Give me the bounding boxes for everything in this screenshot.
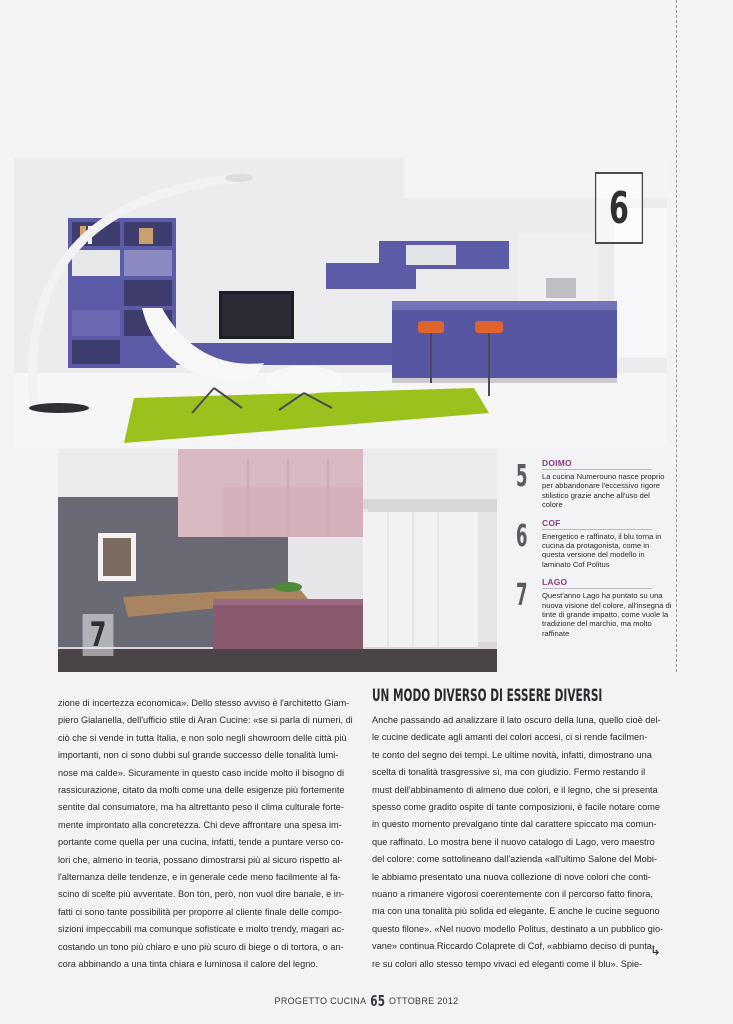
continue-arrow: ↳ [650,943,661,958]
article-line: cora abbinando a una tinta chiara e luminosa il calore del legno. [58,959,318,970]
article-line: questo filone». «Nel nuovo modello Politus, destinato a un pubblico gio- [372,923,664,934]
photo-lago-kitchen [58,449,497,672]
photo-captions [512,458,672,646]
article-line: re su colori allo stesso tempo vivaci ed eleganti come il blu». Spie- [372,958,643,969]
caption-brand: LAGO [542,577,652,589]
caption-number: 7 [516,578,528,614]
magazine-name: PROGETTO CUCINA [274,996,366,1006]
article-line: sizioni impeccabili ma comunque sofisticate e molto trendy, magari ac- [58,924,345,935]
article-line: ciò che si vende in tutta Italia, e non solo negli showroom delle città più [58,732,347,743]
photo-blue-kitchen [14,158,667,446]
issue-date: OTTOBRE 2012 [389,996,459,1006]
article-line: scelta di tonalità trasgressive sì, ma con giudizio. Fermo restando il [372,767,646,778]
article-line: importanti, non ci sono dubbi sul grande successo delle tonalità lumi- [58,750,339,761]
article-line: te conto del segno dei tempi. Le ultime novità, infatti, dimostrano una [372,749,652,760]
page-fold-line [676,0,677,672]
photo-number-7: 7 [83,614,114,656]
article-line: Anche passando ad analizzare il lato oscuro della luna, quello cioè del- [372,715,661,725]
article-right-column [372,712,666,973]
caption-brand: COF [542,518,652,530]
article-line: nuano a rimanere vigorosi coerentemente con il percorso fatto finora, [372,889,653,900]
article-line: l'alternanza delle tendenze, e in generale cede meno facilmente al fa- [58,872,341,883]
article-line: le abbiamo presentato una nuova collezione di nove colori che conti- [372,871,651,882]
article-line: fatti ci sono tante possibilità per proporre al cliente finale delle compo- [58,906,342,917]
caption-number: 6 [516,518,528,554]
article-line: spesso come gradito ospite di tante composizioni, è facile notare come [372,802,661,813]
caption-text: Energetico e raffinato, il blu torna in cucina da protagonista, come in questa versione del modello in laminato Cof Politus [542,531,662,569]
article-line: que raffinato. Lo mostra bene il nuovo catalogo di Lago, vero maestro [372,836,655,847]
article-line: sentite dal consumatore, ma ha altrettanto peso il clima culturale forte- [58,802,344,813]
caption-6 [512,518,672,570]
article-line: zione di incertezza economica». Dello stesso avviso è l'architetto Giam- [58,698,350,708]
article-left-column [58,695,352,974]
caption-text: Quest'anno Lago ha puntato su una nuova visione del colore, all'insegna di tinte di grande impatto, come vuole la tradizione del marchio, ma molto raffinate [542,591,672,638]
article-line: scino di scelte più avventate. Bon ton, però, non vuol dire banale, e in- [58,889,345,900]
article-line: le cucine dedicate agli amanti dei colori accesi, ci si rende facilmen- [372,732,648,743]
article-line: vane» continua Riccardo Colaprete di Cof, «abbiamo deciso di punta- [372,941,655,952]
article-line: must dell'abbinamento di almeno due colori, e il legno, che si presenta [372,784,658,795]
photo-number-6: 6 [595,172,643,244]
article-line: del colore: come sottolineano dall'azienda «all'ultimo Salone del Mobi- [372,854,657,865]
article-line: rassicurazione, citato da molti come una delle esigenze più fortemente [58,785,345,796]
article-line: nose ma calde». Sicuramente in questo caso incide molto il bisogno di [58,767,344,778]
article-line: in questo momento prevalgano tinte dal carattere spiccato ma comun- [372,819,657,830]
caption-7 [512,577,672,638]
section-heading: UN MODO DIVERSO DI ESSERE DIVERSI [372,686,603,706]
article-line: costando un tono più chiaro e uno più scuro di biege o di tortora, o an- [58,941,344,952]
article-line: ma con una tonalità più solida ed elegante. E anche le cucine seguono [372,906,660,917]
page-footer [0,992,733,1010]
page-number: 65 [369,992,385,1010]
caption-brand: DOIMO [542,458,652,470]
caption-text: La cucina Numerouno nasce proprio per abbandonare l'eccessivo rigore stilistico grazie anche all'uso del colore [542,472,665,510]
article-line: piero Gialanella, dell'ufficio stile di Aran Cucine: «se si parla di numeri, di [58,715,353,726]
article-line: portante come quella per una cucina, infatti, tende a puntare verso co- [58,837,344,848]
article-line: mente improntato alla concretezza. Chi deve affrontare una spesa im- [58,819,342,830]
caption-5 [512,458,672,510]
caption-number: 5 [516,459,528,494]
article-line: lori che, almeno in teoria, possano dimostrarsi più al sicuro rispetto al- [58,854,343,865]
